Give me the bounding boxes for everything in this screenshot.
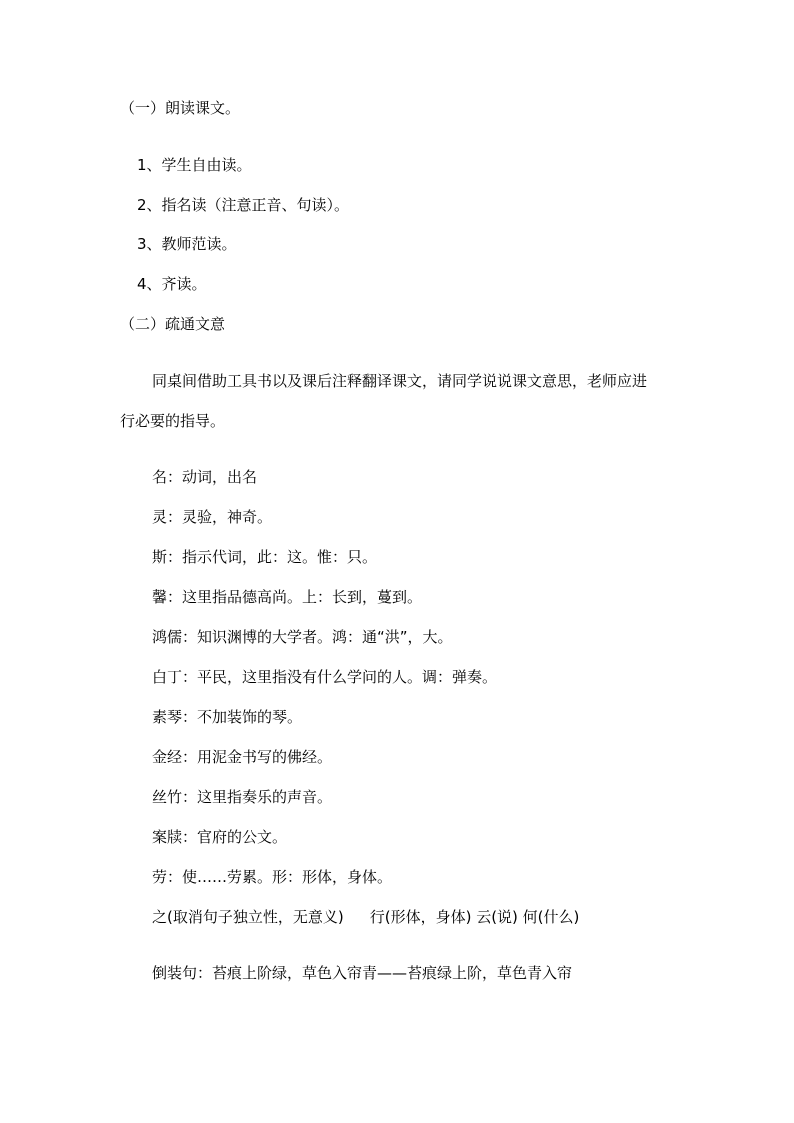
paragraph-line: 行必要的指导。 — [120, 412, 226, 430]
annotation-line: 鸿儒：知识渊博的大学者。鸿：通“洪”，大。 — [152, 628, 453, 646]
annotation-line: 斯：指示代词，此：这。惟：只。 — [152, 548, 378, 566]
annotation-line: 素琴：不加装饰的琴。 — [152, 708, 303, 726]
list-item: 3、教师范读。 — [137, 235, 237, 253]
annotation-line: 馨：这里指品德高尚。上：长到，蔓到。 — [152, 588, 423, 606]
annotation-line: 白丁：平民，这里指没有什么学问的人。调：弹奏。 — [152, 668, 498, 686]
list-item: 2、指名读（注意正音、句读）。 — [137, 196, 350, 214]
inverted-sentence-line: 倒装句：苔痕上阶绿，草色入帘青——苔痕绿上阶，草色青入帘 — [152, 964, 573, 982]
section-heading-meaning: （二）疏通文意 — [120, 315, 226, 333]
annotation-line: 灵：灵验，神奇。 — [152, 508, 273, 526]
annotation-line: 名：动词，出名 — [152, 468, 258, 486]
annotation-line: 劳：使……劳累。形：形体，身体。 — [152, 868, 393, 886]
paragraph-line: 同桌间借助工具书以及课后注释翻译课文，请同学说说课文意思，老师应进 — [152, 372, 648, 390]
list-item: 1、学生自由读。 — [137, 156, 252, 174]
function-word-zhi: 之(取消句子独立性，无意义) — [152, 908, 344, 926]
annotation-line: 丝竹：这里指奏乐的声音。 — [152, 788, 333, 806]
function-words-line — [152, 907, 579, 927]
annotation-line: 案牍：官府的公文。 — [152, 828, 288, 846]
annotation-line: 金经：用泥金书写的佛经。 — [152, 748, 333, 766]
function-word-others: 行(形体，身体) 云(说) 何(什么) — [369, 908, 580, 926]
list-item: 4、齐读。 — [137, 275, 207, 293]
section-heading-read: （一）朗读课文。 — [120, 99, 241, 117]
